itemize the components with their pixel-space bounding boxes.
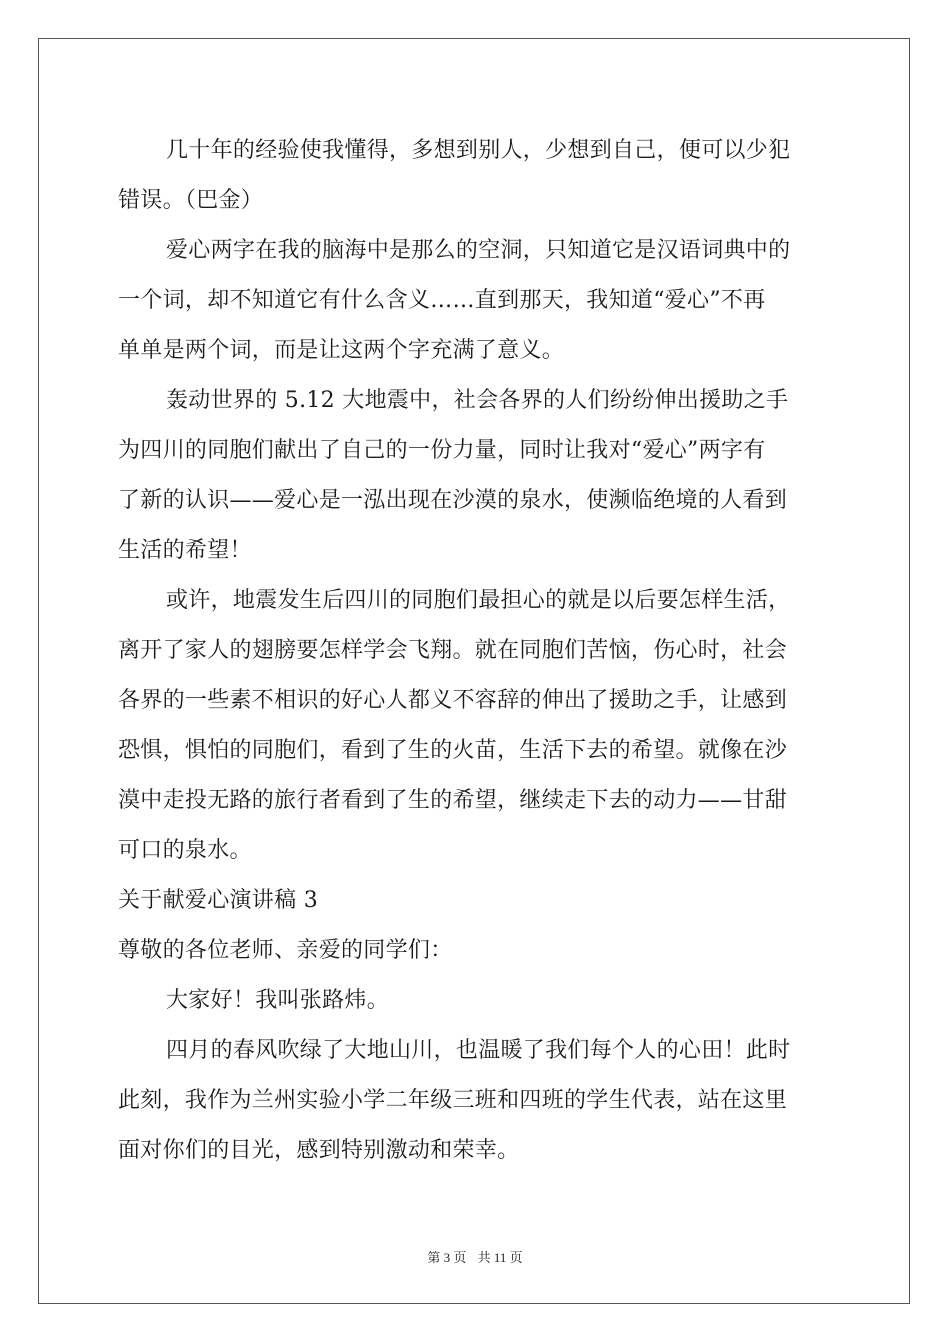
text-line: 了新的认识——爱心是一泓出现在沙漠的泉水，使濒临绝境的人看到	[118, 488, 788, 513]
document-body	[118, 126, 832, 1176]
text-line: 几十年的经验使我懂得，多想到别人，少想到自己，便可以少犯	[166, 138, 791, 163]
page-footer	[0, 1247, 950, 1266]
text-line: 离开了家人的翅膀要怎样学会飞翔。就在同胞们苦恼，伤心时，社会	[118, 638, 788, 663]
text-line: 生活的希望！	[118, 538, 252, 563]
text-line: 错误。（巴金）	[118, 188, 264, 213]
text-line: 或许，地震发生后四川的同胞们最担心的就是以后要怎样生活，	[166, 588, 791, 613]
text-line: 四月的春风吹绿了大地山川，也温暖了我们每个人的心田！此时	[166, 1038, 791, 1063]
text-line: 爱心两字在我的脑海中是那么的空洞，只知道它是汉语词典中的	[166, 238, 791, 263]
text-line: 尊敬的各位老师、亲爱的同学们：	[118, 938, 453, 963]
text-line: 轰动世界的 5.12 大地震中，社会各界的人们纷纷伸出援助之手	[166, 388, 789, 413]
text-line: 大家好！我叫张路炜。	[166, 988, 390, 1013]
text-line: 关于献爱心演讲稿 3	[118, 888, 318, 913]
text-line: 各界的一些素不相识的好心人都义不容辞的伸出了援助之手，让感到	[118, 688, 788, 713]
page-total: 共 11 页	[477, 1250, 523, 1265]
text-line: 恐惧，惧怕的同胞们，看到了生的火苗，生活下去的希望。就像在沙	[118, 738, 788, 763]
text-line: 此刻，我作为兰州实验小学二年级三班和四班的学生代表，站在这里	[118, 1088, 788, 1113]
text-line: 为四川的同胞们献出了自己的一份力量，同时让我对“爱心”两字有	[118, 438, 766, 463]
page-number: 第 3 页	[427, 1250, 467, 1265]
text-line: 漠中走投无路的旅行者看到了生的希望，继续走下去的动力——甘甜	[118, 788, 788, 813]
text-line: 可口的泉水。	[118, 838, 252, 863]
text-line: 面对你们的目光，感到特别激动和荣幸。	[118, 1138, 520, 1163]
text-line: 单单是两个词，而是让这两个字充满了意义。	[118, 338, 565, 363]
text-line: 一个词，却不知道它有什么含义……直到那天，我知道“爱心”不再	[118, 288, 766, 313]
